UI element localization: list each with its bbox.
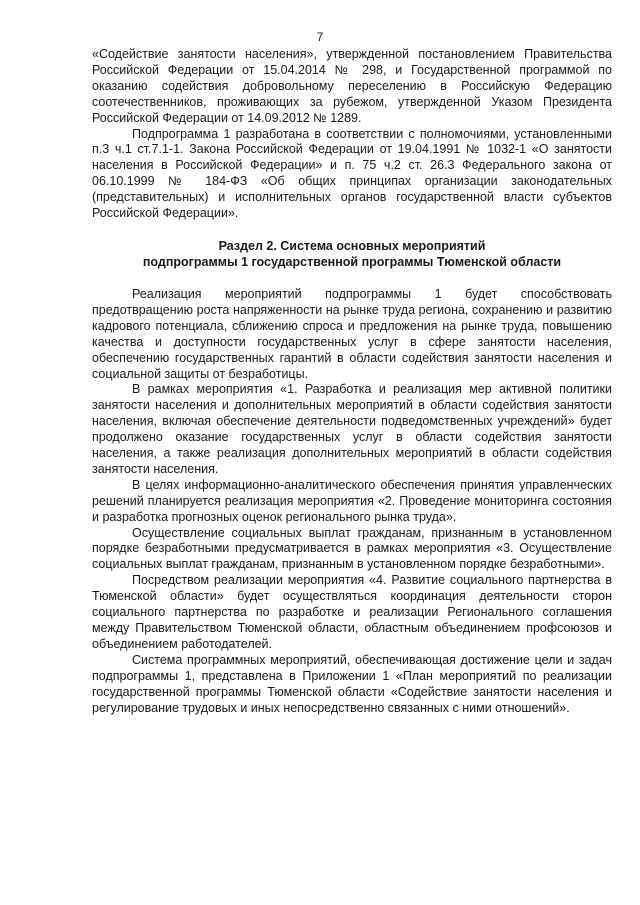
paragraph-system-summary: Система программных мероприятий, обеспечивающая достижение цели и задач подпрограммы 1, представлена в Приложении 1 «План мероприятий по реализации государственной программы Тюменской области «Содействие занятости населения и регулирование трудовых и иных непосредственно связанных с ними отношений». <box>92 652 612 715</box>
section-heading <box>92 238 612 270</box>
paragraph-measure-3: Осуществление социальных выплат гражданам, признанным в установленном порядке безработными предусматривается в рамках мероприятия «3. Осуществление социальных выплат гражданам, признанным в установленном порядке безработными». <box>92 525 612 572</box>
paragraph-measure-4: Посредством реализации мероприятия «4. Развитие социального партнерства в Тюменской области» будет осуществляться координация деятельности сторон социального партнерства по разработке и реализации Регионального соглашения между Правительством Тюменской области, областным объединением профсоюзов и объединением работодателей. <box>92 573 612 651</box>
page-number: 7 <box>316 30 324 44</box>
section-heading-line-1: Раздел 2. Система основных мероприятий <box>218 238 486 253</box>
paragraph-intro: «Содействие занятости населения», утвержденной постановлением Правительства Российской Федерации от 15.04.2014 № 298, и Государственной программой по оказанию содействия добровольному переселению в Российскую Федерацию соотечественников, проживающих за рубежом, утвержденной Указом Президента Российской Федерации от 14.09.2012 № 1289. <box>92 47 612 125</box>
paragraph-implementation: Реализация мероприятий подпрограммы 1 будет способствовать предотвращению роста напряженности на рынке труда региона, сохранению и развитию кадрового потенциала, сближению спроса и предложения на рынке труда, повышению качества и доступности государственных услуг в сфере занятости населения, обеспечению государственных гарантий в области содействия занятости населения и социальной защиты от безработицы. <box>92 286 612 381</box>
paragraph-measure-1: В рамках мероприятия «1. Разработка и реализация мер активной политики занятости населения и дополнительных мероприятий в области содействия занятости населения, включая обеспечение деятельности подведомственных учреждений» будет продолжено оказание государственных услуг в области содействия занятости населения, а также реализация дополнительных мероприятий в области содействия занятости населения. <box>92 382 612 476</box>
paragraph-measure-2: В целях информационно-аналитического обеспечения принятия управленческих решений планируется реализация мероприятия «2. Проведение мониторинга состояния и разработка прогнозных оценок регионального рынка труда». <box>92 477 612 524</box>
section-heading-line-2: подпрограммы 1 государственной программы Тюменской области <box>142 254 562 269</box>
paragraph-legal-basis: Подпрограмма 1 разработана в соответствии с полномочиями, установленными п.3 ч.1 ст.7.1-1. Закона Российской Федерации от 19.04.1991 № 1032-1 «О занятости населения в Российской Федерации» и п. 75 ч.2 ст. 26.3 Федерального закона от 06.10.1999 № 184-ФЗ «Об общих принципах организации законодательных (представительных) и исполнительных органов государственной власти субъектов Российской Федерации». <box>92 126 612 221</box>
document-body <box>92 47 612 716</box>
